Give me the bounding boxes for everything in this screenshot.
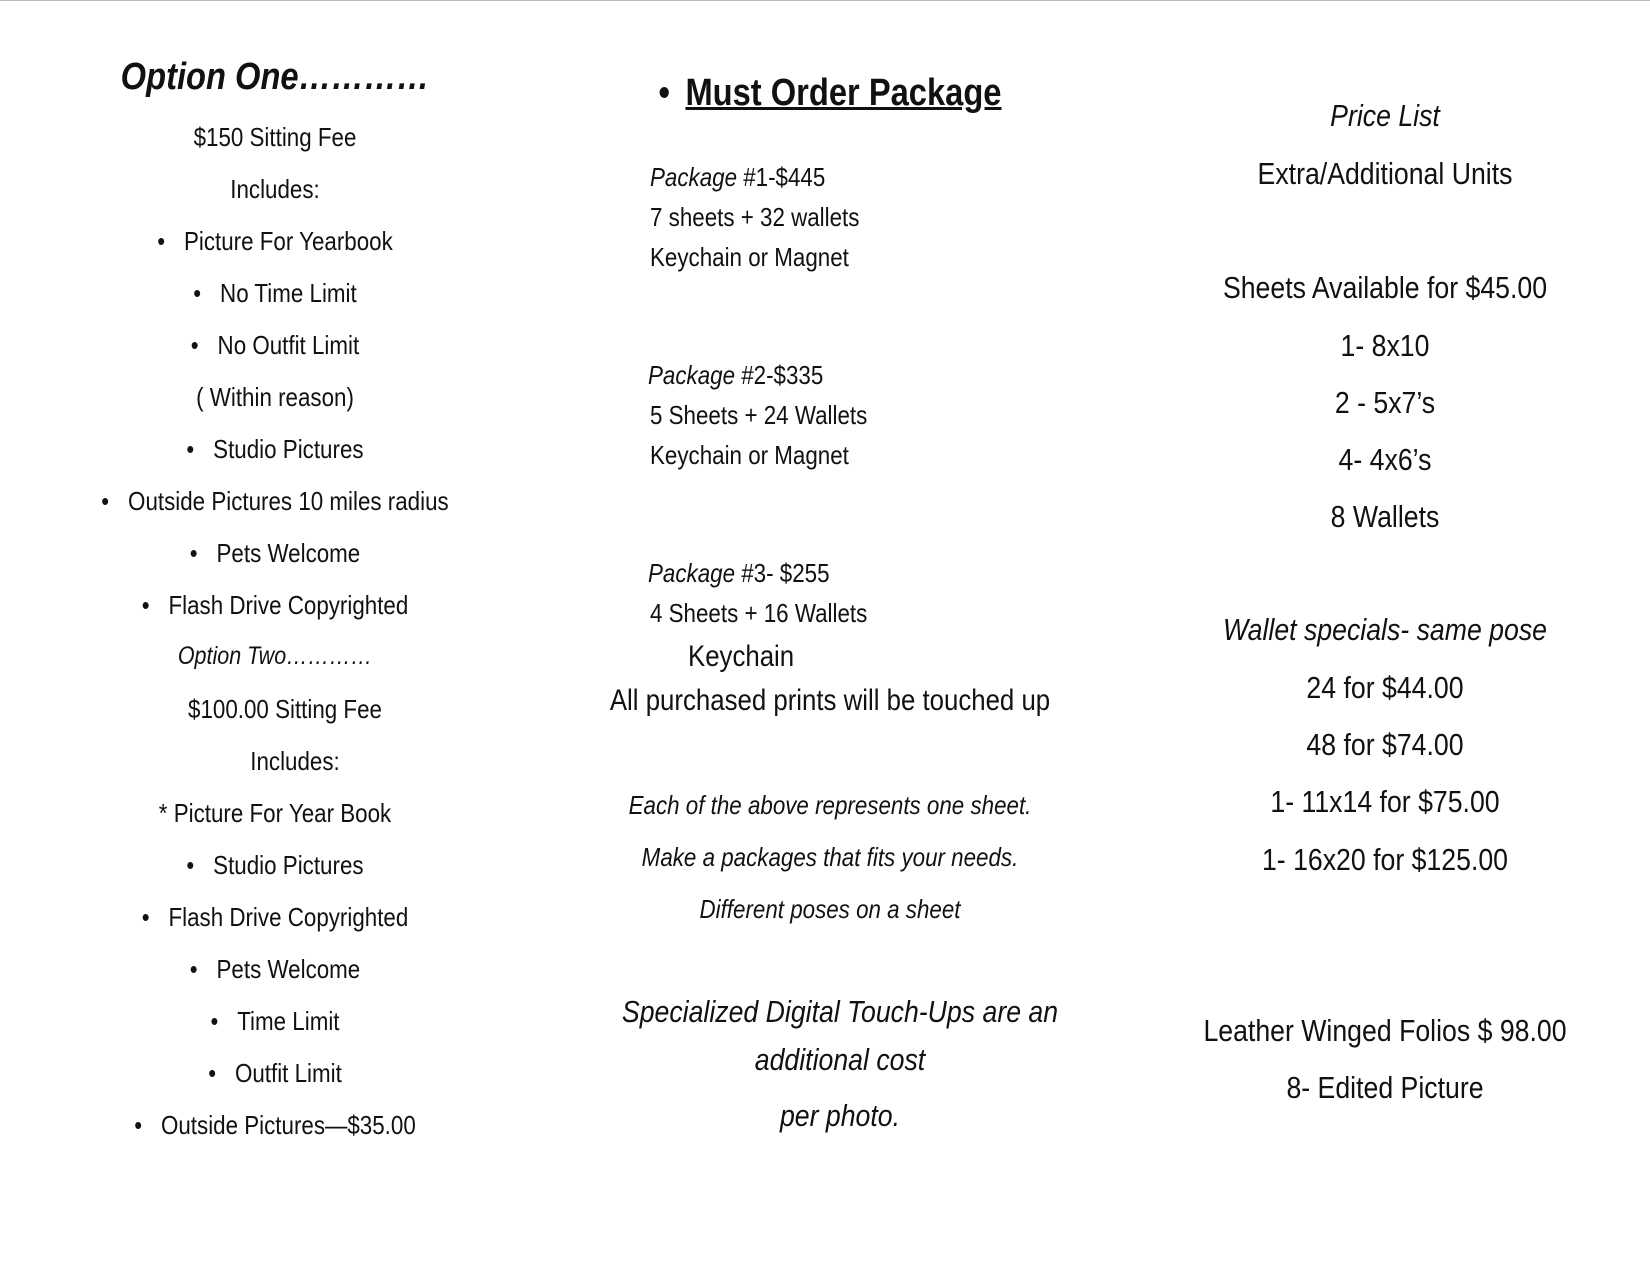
list-item: • Flash Drive Copyrighted (82, 592, 469, 618)
package-title: Package #2-$335 (648, 360, 824, 390)
extra-units-heading: Extra/Additional Units (1257, 156, 1513, 191)
sheet-item: 1- 8x10 (1340, 328, 1430, 363)
package-line: 7 sheets + 32 wallets (650, 202, 860, 232)
option-two-star-item: * Picture For Year Book (158, 798, 392, 828)
specialized-line-1: Specialized Digital Touch-Ups are an (621, 994, 1059, 1029)
folios-price: Leather Winged Folios $ 98.00 (1203, 1013, 1567, 1048)
list-item: • Studio Pictures (82, 436, 469, 462)
package-line: 5 Sheets + 24 Wallets (650, 400, 868, 430)
option-two-fee: $100.00 Sitting Fee (188, 694, 382, 724)
left-column (50, 0, 500, 1275)
package-title: Package #1-$445 (650, 162, 826, 192)
wallet-specials-heading: Wallet specials- same pose (1222, 612, 1548, 647)
option-one-title: Option One………… (120, 56, 430, 98)
package-line: Keychain (688, 640, 795, 673)
option-two-title: Option Two………… (177, 642, 373, 670)
list-item: • Outside Pictures—$35.00 (82, 1112, 469, 1138)
package-line: Keychain or Magnet (650, 242, 849, 272)
list-item: • Time Limit (82, 1008, 469, 1034)
middle-column (560, 0, 1100, 1275)
package-line: Keychain or Magnet (650, 440, 849, 470)
price-list-title: Price List (1330, 98, 1440, 133)
price-item: 1- 16x20 for $125.00 (1261, 842, 1509, 877)
note-line: Make a packages that fits your needs. (641, 842, 1019, 872)
sheets-available: Sheets Available for $45.00 (1222, 270, 1548, 305)
price-item: 1- 11x14 for $75.00 (1270, 784, 1500, 819)
sheet-item: 4- 4x6’s (1338, 442, 1432, 477)
within-reason-note: ( Within reason) (196, 382, 354, 412)
option-one-fee: $150 Sitting Fee (193, 122, 357, 152)
note-line: Different poses on a sheet (699, 894, 961, 924)
sheet-item: 2 - 5x7’s (1334, 385, 1436, 420)
right-column (1160, 0, 1610, 1275)
price-item: 48 for $74.00 (1306, 727, 1464, 762)
list-item: • Pets Welcome (82, 956, 469, 982)
touched-up-note: All purchased prints will be touched up (609, 684, 1051, 717)
note-line: Each of the above represents one sheet. (628, 790, 1032, 820)
must-order-heading: • Must Order Package (658, 72, 1002, 114)
price-item: 24 for $44.00 (1306, 670, 1464, 705)
specialized-line-3: per photo. (779, 1098, 901, 1133)
list-item: • Pets Welcome (82, 540, 469, 566)
list-item: • Outfit Limit (82, 1060, 469, 1086)
list-item: • No Outfit Limit (82, 332, 469, 358)
specialized-line-2: additional cost (754, 1042, 926, 1077)
must-order-heading-text: Must Order Package (685, 72, 1002, 114)
edited-picture: 8- Edited Picture (1286, 1070, 1484, 1105)
list-item: • Outside Pictures 10 miles radius (82, 488, 469, 514)
option-one-includes: Includes: (230, 174, 320, 204)
list-item: • Flash Drive Copyrighted (82, 904, 469, 930)
list-item: • Studio Pictures (82, 852, 469, 878)
option-two-includes: Includes: (250, 746, 340, 776)
list-item: • Picture For Yearbook (82, 228, 469, 254)
list-item: • No Time Limit (82, 280, 469, 306)
package-line: 4 Sheets + 16 Wallets (650, 598, 868, 628)
package-title: Package #3- $255 (648, 558, 830, 588)
sheet-item: 8 Wallets (1330, 499, 1440, 534)
